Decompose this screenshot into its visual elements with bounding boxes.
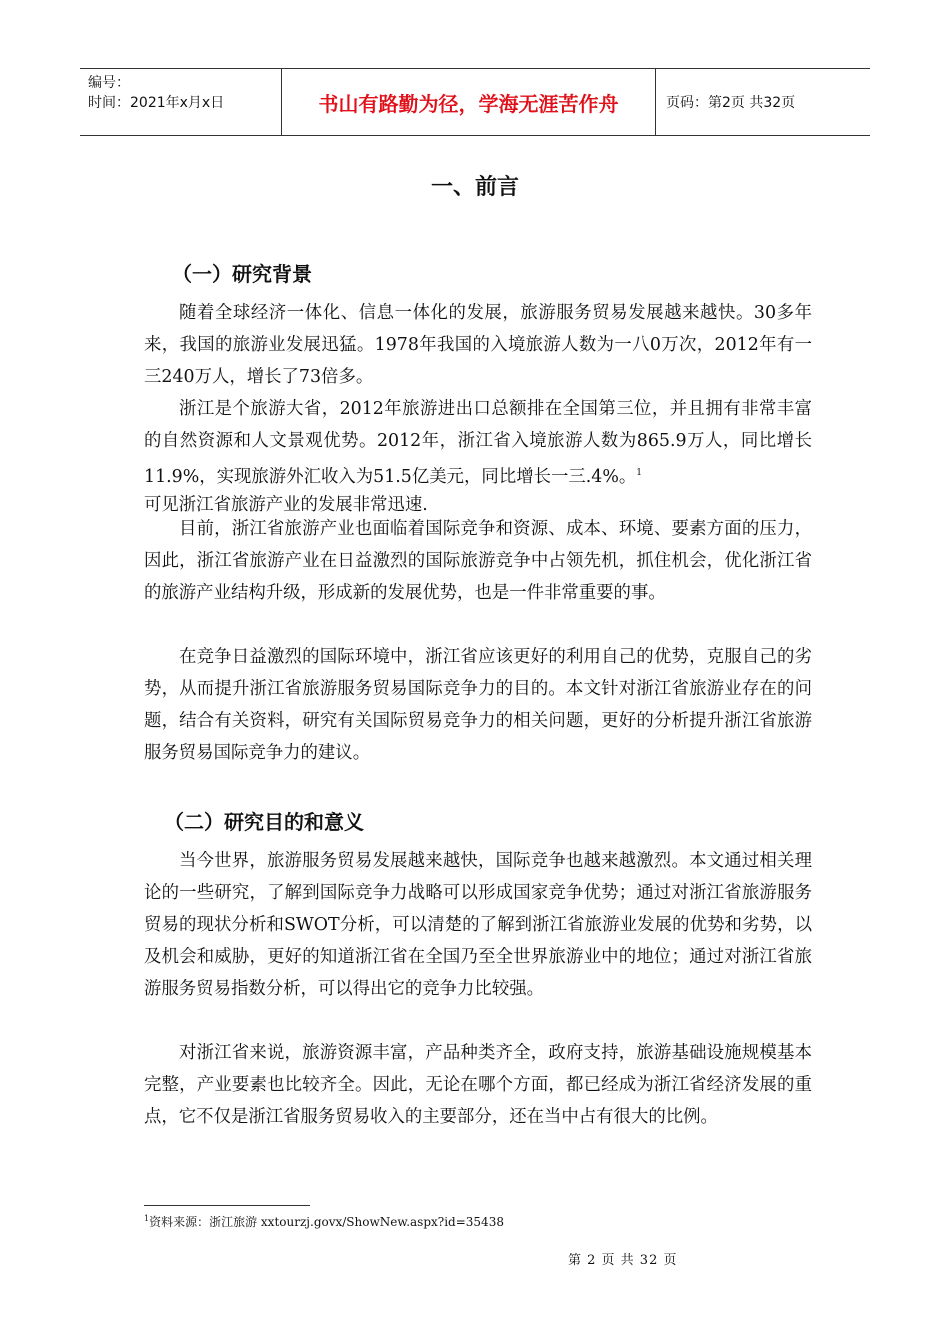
footnote-text: 资料来源：浙江旅游 xxtourzj.govx/ShowNew.aspx?id=35438 bbox=[149, 1215, 504, 1229]
paragraph: 在竞争日益激烈的国际环境中，浙江省应该更好的利用自己的优势，克服自己的劣势，从而提升浙江省旅游服务贸易国际竞争力的目的。本文针对浙江省旅游业存在的问题，结合有关资料，研究有关国际贸易竞争力的相关问题，更好的分析提升浙江省旅游服务贸易国际竞争力的建议。 bbox=[144, 647, 812, 763]
header-page-info: 页码：第2页 共32页 bbox=[666, 95, 796, 111]
header-time-label: 时间：2021年x月x日 bbox=[88, 95, 225, 111]
paragraph-text: 浙江是个旅游大省，2012年旅游进出口总额排在全国第三位，并且拥有非常丰富的自然资源和人文景观优势。2012年，浙江省入境旅游人数为865.9万人，同比增长11.9%，实现旅游外汇收入为51.5亿美元，同比增长一三.4%。 bbox=[144, 399, 812, 487]
footnote-ref: 1 bbox=[636, 468, 643, 478]
footnote bbox=[144, 1213, 504, 1230]
footnote-divider bbox=[144, 1205, 310, 1206]
header-motto: 书山有路勤为径，学海无涯苦作舟 bbox=[282, 69, 656, 135]
chapter-title: 一、前言 bbox=[430, 175, 519, 200]
header-number-label: 编号： bbox=[88, 75, 130, 91]
section-title-background: （一）研究背景 bbox=[172, 262, 312, 286]
paragraph: 可见浙江省旅游产业的发展非常迅速. bbox=[144, 495, 428, 515]
paragraph: 随着全球经济一体化、信息一体化的发展，旅游服务贸易发展越来越快。30多年来，我国的旅游业发展迅猛。1978年我国的入境旅游人数为一八0万次，2012年有一三240万人，增长了73倍多。 bbox=[144, 303, 812, 387]
paragraph: 目前，浙江省旅游产业也面临着国际竞争和资源、成本、环境、要素方面的压力，因此，浙江省旅游产业在日益激烈的国际旅游竞争中占领先机，抓住机会，优化浙江省的旅游产业结构升级，形成新的发展优势，也是一件非常重要的事。 bbox=[144, 519, 812, 603]
paragraph: 当今世界，旅游服务贸易发展越来越快，国际竞争也越来越激烈。本文通过相关理论的一些研究，了解到国际竞争力战略可以形成国家竞争优势；通过对浙江省旅游服务贸易的现状分析和SWOT分析，可以清楚的了解到浙江省旅游业发展的优势和劣势，以及机会和威胁，更好的知道浙江省在全国乃至全世界旅游业中的地位；通过对浙江省旅游服务贸易指数分析，可以得出它的竞争力比较强。 bbox=[144, 851, 812, 999]
page-footer: 第 2 页 共 32 页 bbox=[568, 1253, 678, 1268]
section-title-purpose: （二）研究目的和意义 bbox=[164, 810, 364, 834]
header-meta bbox=[80, 69, 282, 135]
paragraph: 对浙江省来说，旅游资源丰富，产品种类齐全，政府支持，旅游基础设施规模基本完整，产业要素也比较齐全。因此，无论在哪个方面，都已经成为浙江省经济发展的重点，它不仅是浙江省服务贸易收入的主要部分，还在当中占有很大的比例。 bbox=[144, 1043, 812, 1127]
page-header bbox=[80, 68, 870, 136]
footnote-marker: 1 bbox=[144, 1214, 150, 1223]
paragraph bbox=[144, 393, 812, 493]
